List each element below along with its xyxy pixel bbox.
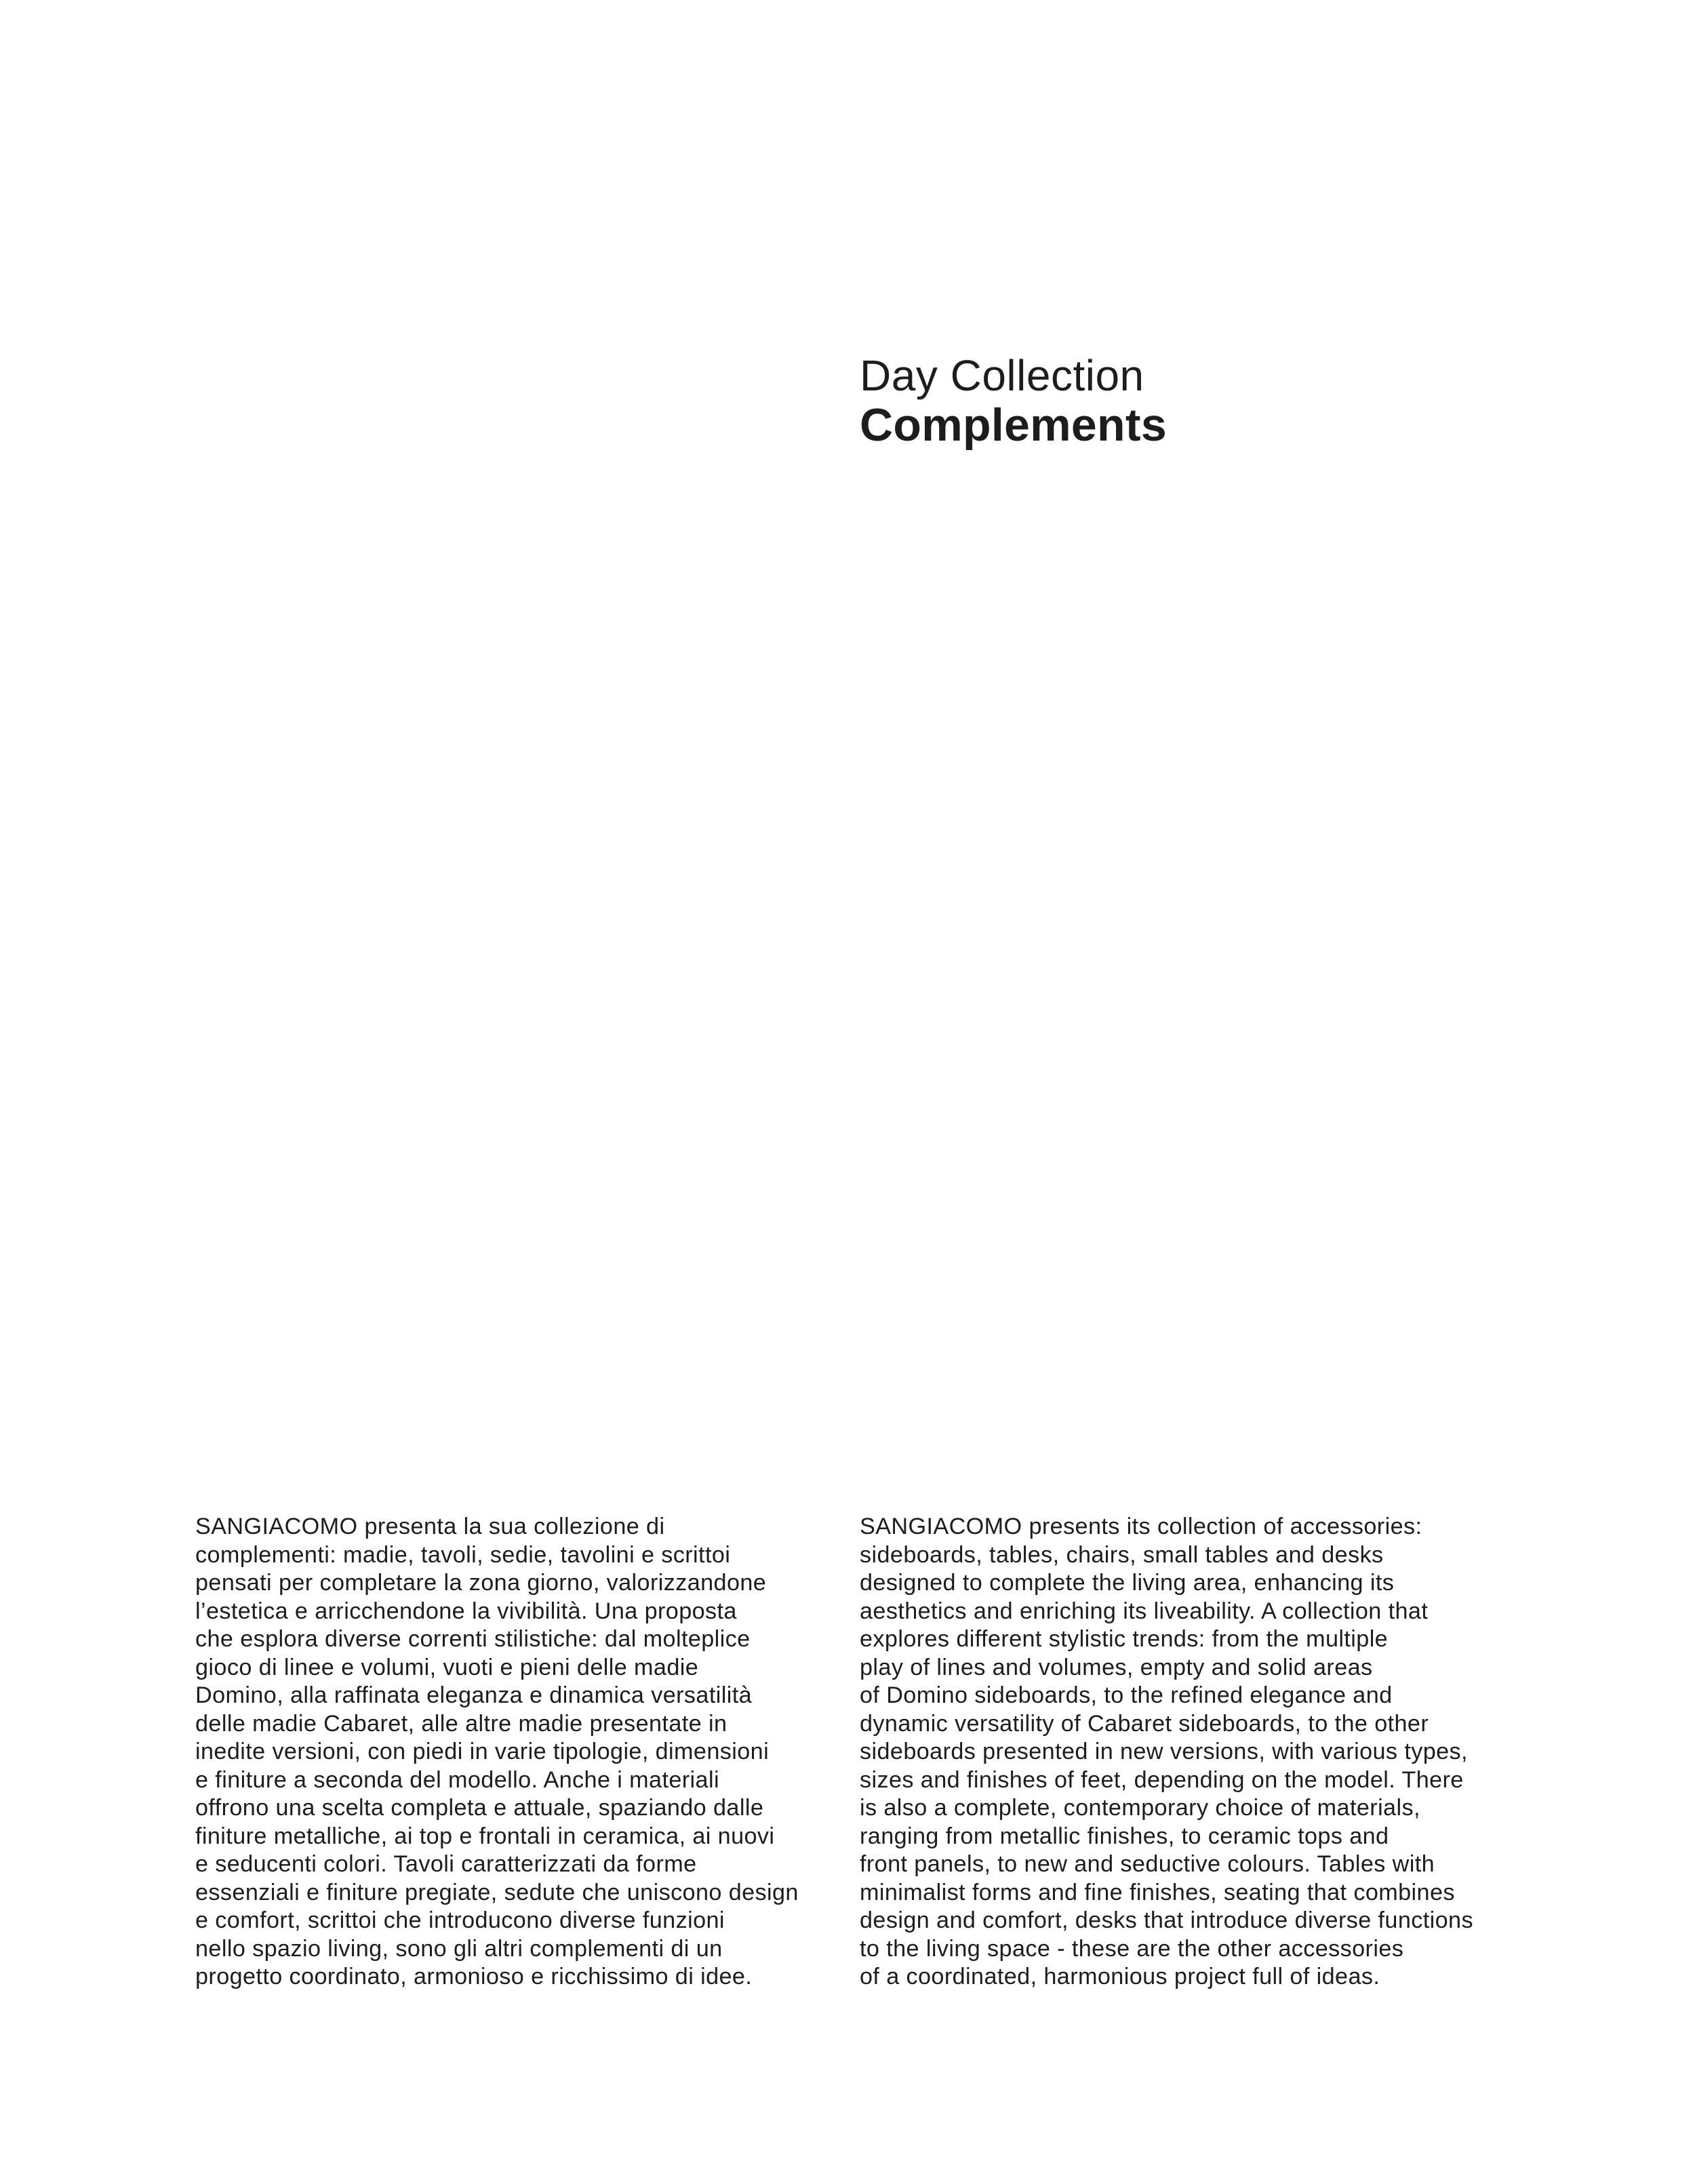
english-description [860, 1513, 1511, 1991]
italian-line: offrono una scelta completa e attuale, spaziando dalle [195, 1795, 764, 1821]
italian-line: inedite versioni, con piedi in varie tipologie, dimensioni [195, 1739, 770, 1764]
english-line: SANGIACOMO presents its collection of accessories: [860, 1514, 1422, 1539]
english-line: sideboards, tables, chairs, small tables and desks [860, 1541, 1384, 1568]
section-title: Complements [860, 399, 1167, 451]
english-line: minimalist forms and fine finishes, seating that combines [860, 1879, 1455, 1905]
italian-line: SANGIACOMO presenta la sua collezione di [195, 1514, 665, 1539]
italian-line: progetto coordinato, armonioso e ricchissimo di idee. [195, 1964, 753, 1989]
italian-description [195, 1513, 846, 1991]
italian-line: delle madie Cabaret, alle altre madie presentate in [195, 1710, 727, 1737]
italian-line: che esplora diverse correnti stilistiche: dal molteplice [195, 1626, 751, 1652]
title-block [860, 351, 1606, 450]
english-line: sizes and finishes of feet, depending on the model. There [860, 1766, 1464, 1793]
collection-title: Day Collection [860, 351, 1144, 400]
italian-line: essenziali e finiture pregiate, sedute che uniscono design [195, 1879, 799, 1905]
italian-line: complementi: madie, tavoli, sedie, tavolini e scrittoi [195, 1541, 731, 1568]
italian-line: e seducenti colori. Tavoli caratterizzati da forme [195, 1851, 697, 1877]
italian-line: e comfort, scrittoi che introducono diverse funzioni [195, 1907, 725, 1933]
english-line: play of lines and volumes, empty and solid areas [860, 1654, 1373, 1680]
english-line: designed to complete the living area, enhancing its [860, 1570, 1395, 1596]
english-line: front panels, to new and seductive colours. Tables with [860, 1851, 1435, 1877]
english-line: of Domino sideboards, to the refined elegance and [860, 1682, 1393, 1708]
italian-line: nello spazio living, sono gli altri complementi di un [195, 1935, 723, 1962]
english-line: is also a complete, contemporary choice of materials, [860, 1795, 1420, 1821]
italian-line: gioco di linee e volumi, vuoti e pieni delle madie [195, 1654, 699, 1680]
english-line: to the living space - these are the other accessories [860, 1935, 1404, 1962]
english-line: explores different stylistic trends: from the multiple [860, 1626, 1389, 1652]
english-line: design and comfort, desks that introduce diverse functions [860, 1907, 1473, 1933]
italian-line: l’estetica e arricchendone la vivibilità. Una proposta [195, 1598, 737, 1624]
italian-line: pensati per completare la zona giorno, valorizzandone [195, 1570, 767, 1596]
english-line: of a coordinated, harmonious project full of ideas. [860, 1964, 1380, 1989]
english-line: dynamic versatility of Cabaret sideboards, to the other [860, 1710, 1429, 1737]
english-line: aesthetics and enriching its liveability. A collection that [860, 1598, 1429, 1624]
italian-line: e finiture a seconda del modello. Anche i materiali [195, 1766, 719, 1793]
italian-line: Domino, alla raffinata eleganza e dinamica versatilità [195, 1682, 753, 1708]
english-line: ranging from metallic finishes, to ceramic tops and [860, 1823, 1389, 1849]
english-line: sideboards presented in new versions, with various types, [860, 1739, 1468, 1764]
italian-line: finiture metalliche, ai top e frontali in ceramica, ai nuovi [195, 1823, 775, 1849]
